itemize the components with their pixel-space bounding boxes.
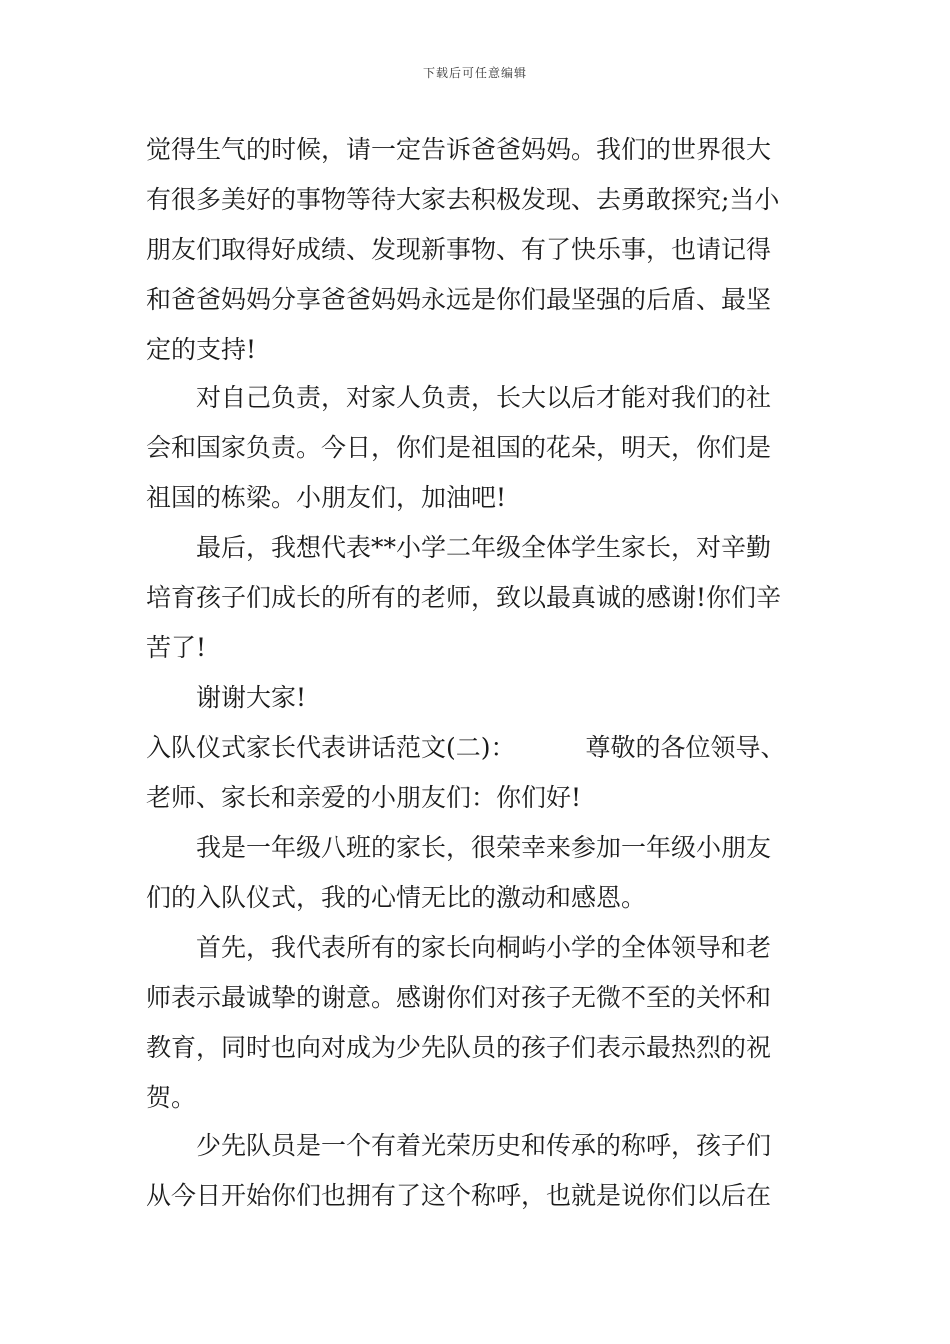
page-header-note: 下载后可任意编辑	[422, 66, 527, 80]
text-line: 从今日开始你们也拥有了这个称呼，也就是说你们以后在	[146, 1181, 772, 1210]
salutation-start: 尊敬的各位领导、	[585, 733, 786, 762]
text-line: 和爸爸妈妈分享爸爸妈妈永远是你们最坚强的后盾、最坚	[146, 285, 772, 314]
section-title-line	[146, 731, 816, 765]
text-line: 老师、家长和亲爱的小朋友们：你们好!	[146, 783, 582, 812]
paragraph-first-line: 最后，我想代表**小学二年级全体学生家长，对辛勤	[196, 533, 772, 562]
text-line: 贺。	[146, 1083, 197, 1112]
text-line: 们的入队仪式，我的心情无比的激动和感恩。	[146, 883, 647, 912]
text-line: 有很多美好的事物等待大家去积极发现、去勇敢探究;当小	[146, 185, 780, 214]
paragraph-first-line: 谢谢大家!	[196, 683, 307, 712]
paragraph-first-line: 我是一年级八班的家长，很荣幸来参加一年级小朋友	[196, 833, 772, 862]
paragraph-first-line: 对自己负责，对家人负责，长大以后才能对我们的社	[196, 383, 772, 412]
text-line: 教育，同时也向对成为少先队员的孩子们表示最热烈的祝	[146, 1033, 772, 1062]
text-line: 苦了!	[146, 633, 207, 662]
section-title: 入队仪式家长代表讲话范文(二)：	[146, 733, 516, 762]
text-line: 觉得生气的时候，请一定告诉爸爸妈妈。我们的世界很大	[146, 135, 772, 164]
text-line: 师表示最诚挚的谢意。感谢你们对孩子无微不至的关怀和	[146, 983, 772, 1012]
paragraph-first-line: 少先队员是一个有着光荣历史和传承的称呼，孩子们	[196, 1131, 772, 1160]
text-line: 定的支持!	[146, 335, 257, 364]
text-line: 祖国的栋梁。小朋友们，加油吧!	[146, 483, 507, 512]
text-line: 朋友们取得好成绩、发现新事物、有了快乐事，也请记得	[146, 235, 772, 264]
text-line: 会和国家负责。今日，你们是祖国的花朵，明天，你们是	[146, 433, 772, 462]
text-line: 培育孩子们成长的所有的老师，致以最真诚的感谢!你们辛	[146, 583, 782, 612]
paragraph-first-line: 首先，我代表所有的家长向桐屿小学的全体领导和老	[196, 933, 772, 962]
